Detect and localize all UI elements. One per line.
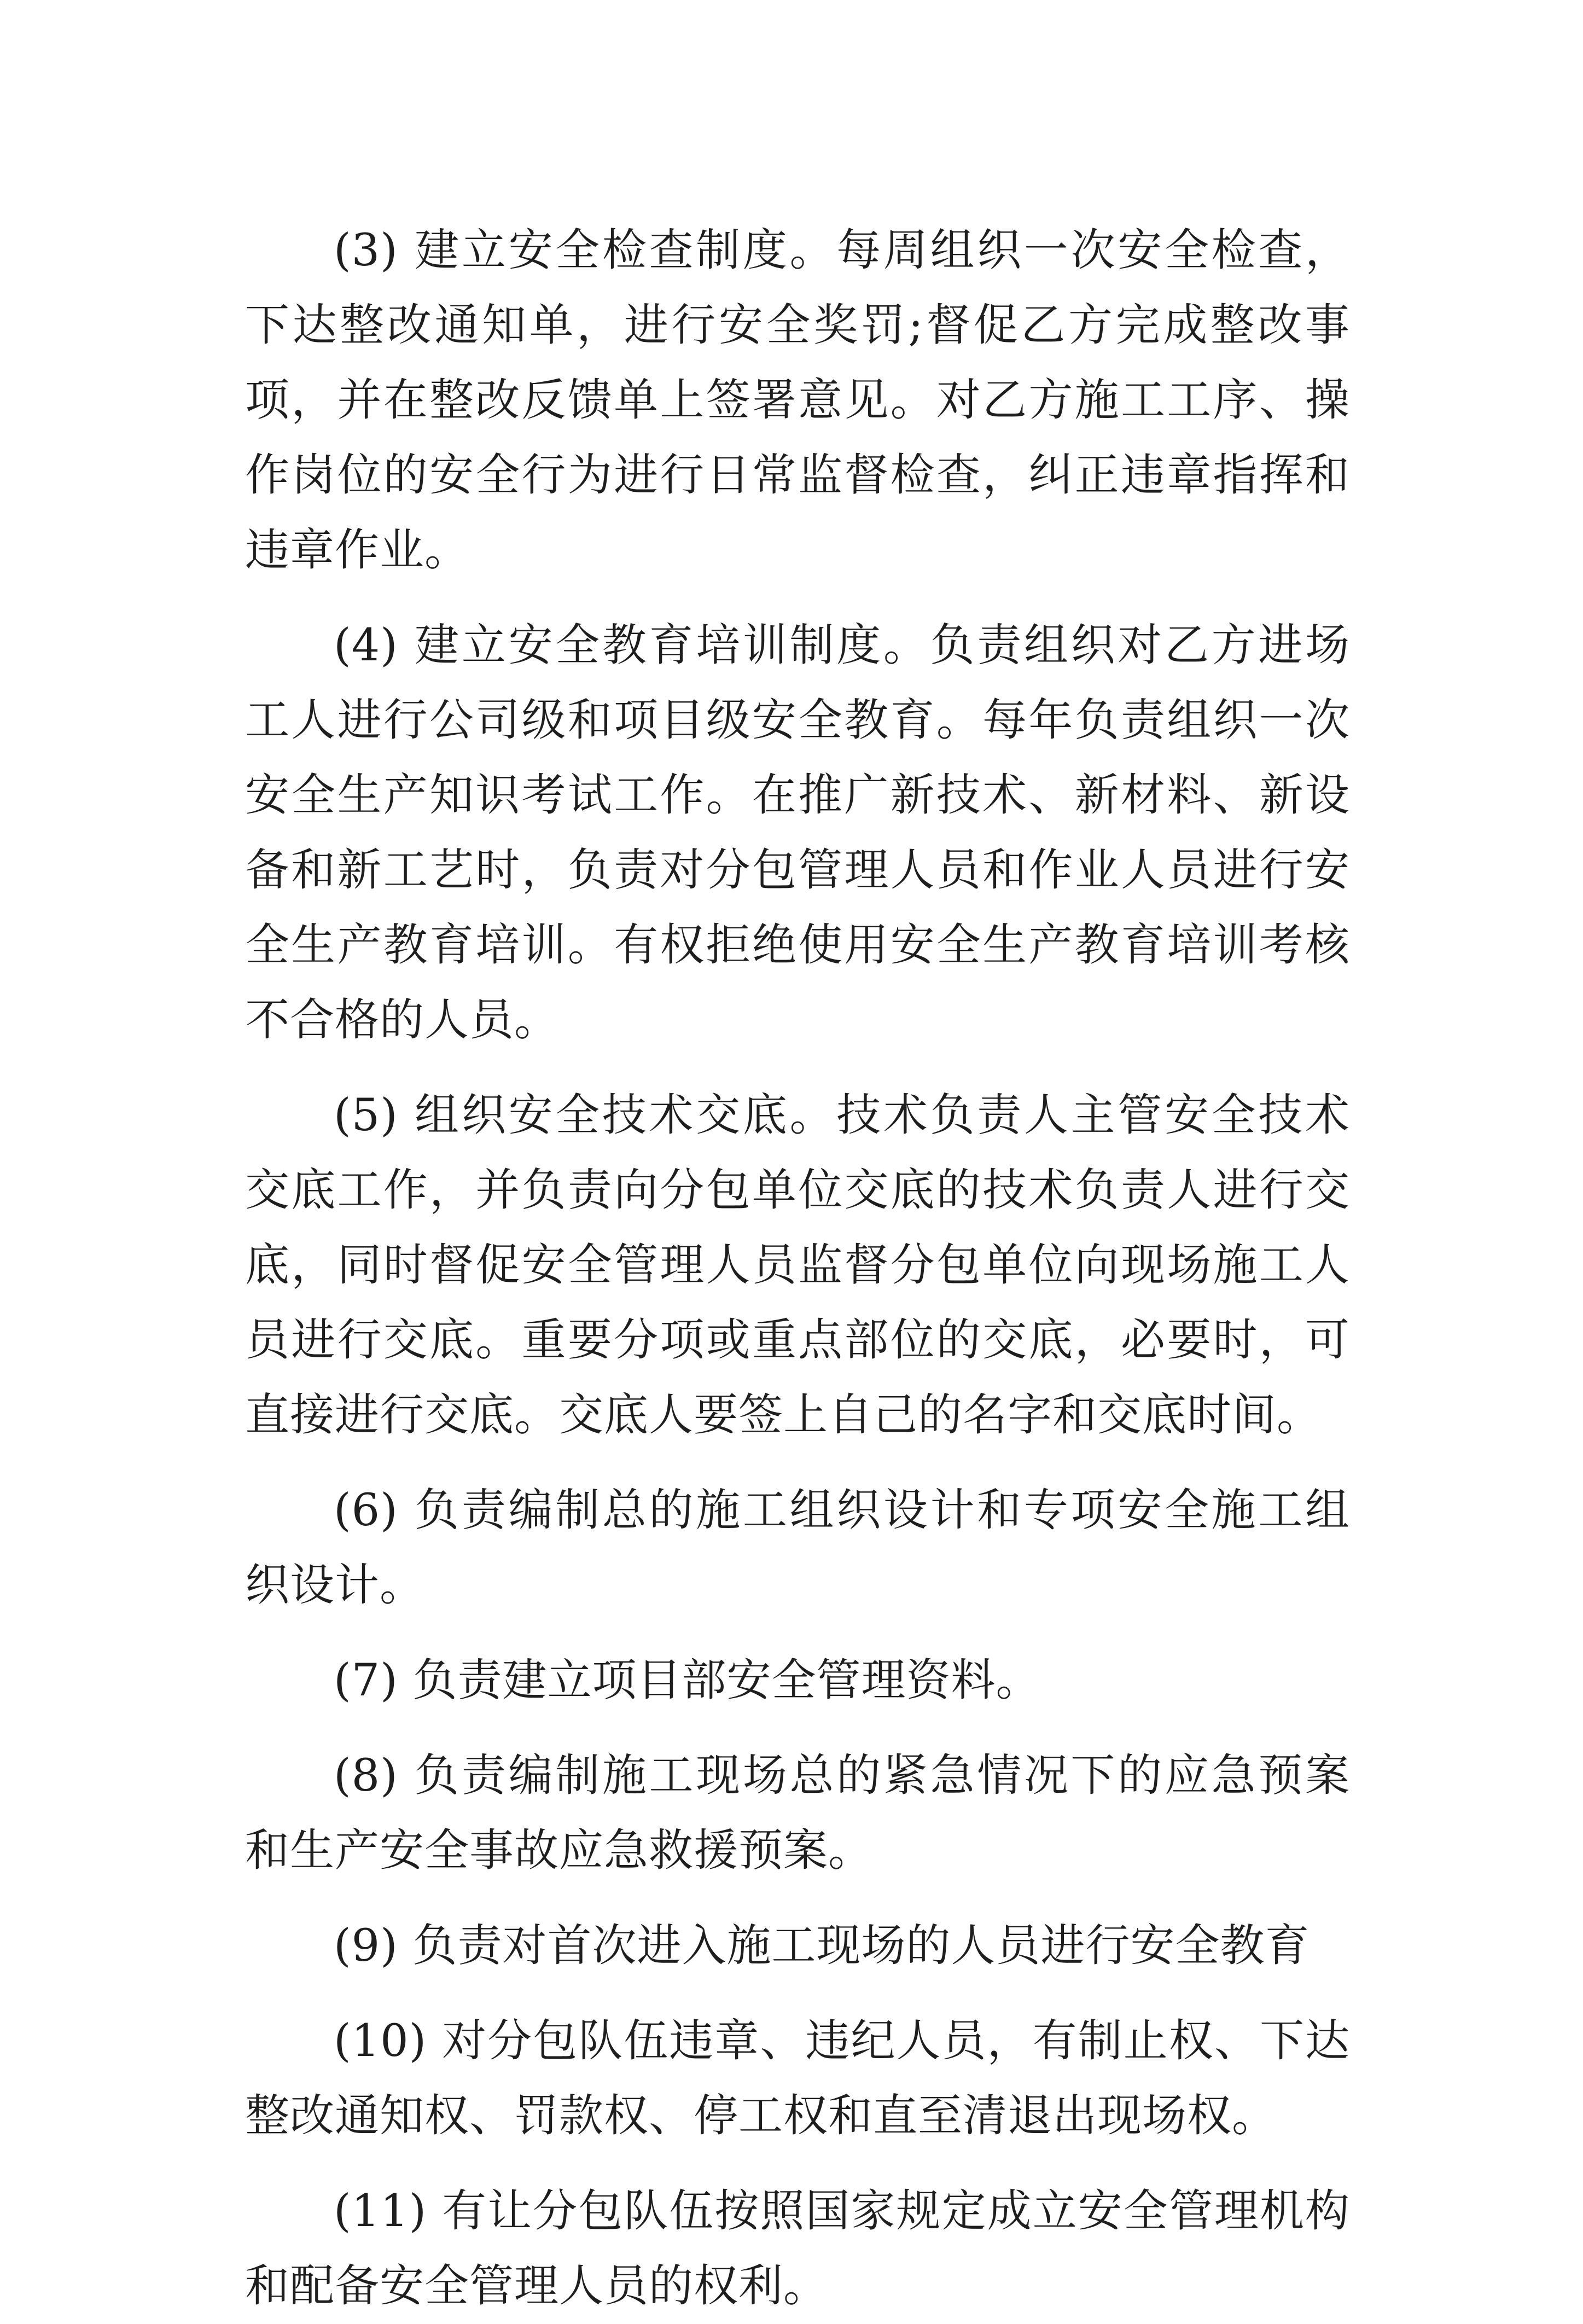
paragraph-item-11: (11) 有让分包队伍按照国家规定成立安全管理机构和配备安全管理人员的权利。 (245, 2186, 1350, 2312)
paragraph-item-6: (6) 负责编制总的施工组织设计和专项安全施工组织设计。 (245, 1485, 1350, 1611)
paragraph-item-9: (9) 负责对首次进入施工现场的人员进行安全教育 (334, 1920, 1310, 1972)
paragraph-item-7: (7) 负责建立项目部安全管理资料。 (334, 1655, 1041, 1706)
paragraph-item-8: (8) 负责编制施工现场总的紧急情况下的应急预案和生产安全事故应急救援预案。 (245, 1750, 1350, 1876)
paragraph-item-3: (3) 建立安全检查制度。每周组织一次安全检查，下达整改通知单，进行安全奖罚;督促乙方完成整改事项，并在整改反馈单上签署意见。对乙方施工工序、操作岗位的安全行为进行日常监督检查，纠正违章指挥和违章作业。 (245, 225, 1350, 576)
paragraph-item-4: (4) 建立安全教育培训制度。负责组织对乙方进场工人进行公司级和项目级安全教育。每年负责组织一次安全生产知识考试工作。在推广新技术、新材料、新设备和新工艺时，负责对分包管理人员和作业人员进行安全生产教育培训。有权拒绝使用安全生产教育培训考核不合格的人员。 (245, 620, 1350, 1046)
paragraph-item-5: (5) 组织安全技术交底。技术负责人主管安全技术交底工作，并负责向分包单位交底的技术负责人进行交底，同时督促安全管理人员监督分包单位向现场施工人员进行交底。重要分项或重点部位的交底，必要时，可直接进行交底。交底人要签上自己的名字和交底时间。 (245, 1090, 1350, 1441)
document-page (245, 213, 1350, 2324)
paragraph-item-10: (10) 对分包队伍违章、违纪人员，有制止权、下达整改通知权、罚款权、停工权和直至清退出现场权。 (245, 2015, 1350, 2142)
